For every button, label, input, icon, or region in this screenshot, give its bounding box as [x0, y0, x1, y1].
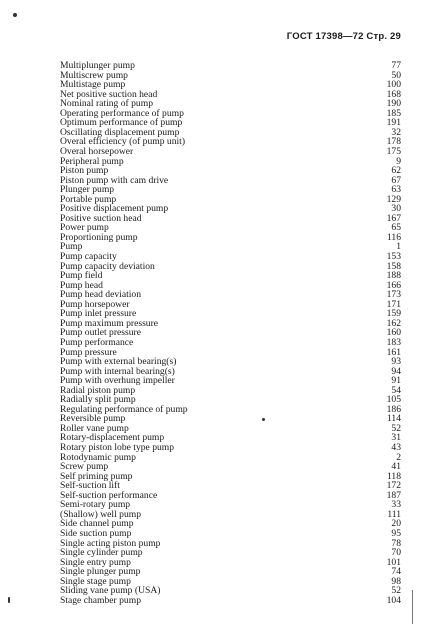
index-entry: [60, 157, 401, 167]
index-term: Oscillating displacement pump: [60, 126, 180, 138]
scan-speck: [8, 597, 10, 603]
index-page-number: 172: [386, 480, 401, 492]
index-term: Radial piston pump: [60, 384, 136, 396]
index-term: Plunger pump: [60, 184, 115, 196]
index-page-number: 54: [391, 384, 401, 396]
index-term: Pump horsepower: [60, 298, 130, 310]
index-page-number: 52: [391, 422, 401, 434]
index-page-number: 77: [391, 60, 401, 71]
index-term: (Shallow) well pump: [60, 508, 142, 520]
index-page-number: 63: [391, 184, 401, 196]
index-page-number: 78: [391, 537, 401, 549]
index-page-number: 95: [391, 527, 401, 539]
index-term: Self-suction performance: [60, 489, 158, 501]
index-page-number: 30: [391, 203, 401, 215]
index-page-number: 158: [386, 260, 401, 272]
index-term: Stage chamber pump: [60, 594, 141, 606]
index-term: Pump head: [60, 279, 103, 291]
index-page-number: 185: [386, 107, 401, 119]
page-header: ГОСТ 17398—72 Стр. 29: [286, 31, 401, 42]
index-page-number: 168: [386, 88, 401, 100]
index-term: Proportioning pump: [60, 231, 138, 243]
index-term: Side suction pump: [60, 527, 132, 539]
index-page-number: 94: [391, 365, 401, 377]
index-page-number: 101: [386, 556, 401, 568]
index-term: Single acting piston pump: [60, 537, 161, 549]
index-term: Pump pressure: [60, 346, 117, 358]
index-entry: [60, 262, 401, 272]
index-term: Rotary-displacement pump: [60, 432, 165, 444]
index-term: Sliding vane pump (USA): [60, 585, 161, 597]
index-page-number: 70: [391, 547, 401, 559]
index-term: Single cylinder pump: [60, 547, 143, 559]
index-page-number: 20: [391, 518, 401, 530]
index-term: Pump with overhung impeller: [60, 375, 175, 387]
index-term: Rotodynamic pump: [60, 451, 136, 463]
index-page-number: 67: [391, 174, 401, 186]
index-term: Multiscrew pump: [60, 69, 128, 81]
index-term: Pump field: [60, 270, 103, 282]
index-page-number: 111: [387, 508, 401, 520]
index-page-number: 105: [386, 394, 401, 406]
index-term: Pump with internal bearing(s): [60, 365, 175, 377]
index-page-number: 52: [391, 585, 401, 597]
index-term: Pump head deviation: [60, 289, 141, 301]
index-page-number: 187: [386, 489, 401, 501]
index-term: Piston pump with cam drive: [60, 174, 169, 186]
index-page-number: 98: [391, 575, 401, 587]
index-term: Pump outlet pressure: [60, 327, 142, 339]
index-entry: [60, 596, 401, 606]
index-term: Single entry pump: [60, 556, 131, 568]
index-term: Multiplunger pump: [60, 60, 135, 71]
index-term: Side channel pump: [60, 518, 134, 530]
index-page-number: 153: [386, 251, 401, 262]
index-entry: [60, 453, 401, 463]
index-page-number: 2: [396, 451, 401, 463]
scan-speck: [412, 590, 413, 624]
index-page-number: 62: [391, 165, 401, 177]
index-term: Roller vane pump: [60, 422, 129, 434]
index-entry: [60, 233, 401, 243]
index-page-number: 161: [386, 346, 401, 358]
index-term: Pump capacity deviation: [60, 260, 155, 272]
index-page-number: 175: [386, 145, 401, 157]
index-term: Peripheral pump: [60, 155, 124, 167]
index-term: Pump performance: [60, 336, 134, 348]
index-page-number: 1: [396, 241, 401, 253]
index-page-number: 162: [386, 317, 401, 329]
index-term: Radially split pump: [60, 394, 136, 406]
index-page-number: 33: [391, 499, 401, 511]
index-term: Self priming pump: [60, 470, 133, 482]
index-term: Pump inlet pressure: [60, 308, 137, 320]
index-page-number: 41: [391, 461, 401, 473]
index-term: Screw pump: [60, 461, 109, 473]
index-term: Semi-rotary pump: [60, 499, 131, 511]
index-page-number: 114: [386, 413, 401, 425]
index-term: Reversible pump: [60, 413, 126, 425]
index-term: Pump with external bearing(s): [60, 356, 177, 368]
index-page-number: 171: [386, 298, 401, 310]
index-term: Portable pump: [60, 193, 117, 205]
index-page-number: 116: [386, 231, 401, 243]
index-term: Single stage pump: [60, 575, 131, 587]
index-term: Positive displacement pump: [60, 203, 169, 215]
index-term: Piston pump: [60, 165, 109, 177]
index-entry: [60, 271, 401, 281]
index-page-number: 100: [386, 79, 401, 91]
index-page-number: 93: [391, 356, 401, 368]
index-page-number: 104: [386, 594, 401, 606]
index-term: Multistage pump: [60, 79, 126, 91]
index-term: Overal efficiency (of pump unit): [60, 136, 186, 148]
index-page-number: 190: [386, 98, 401, 110]
index-term: Operating performance of pump: [60, 107, 184, 119]
index-page-number: 31: [391, 432, 401, 444]
index-page-number: 118: [386, 470, 401, 482]
index-term: Pump maximum pressure: [60, 317, 159, 329]
index-term: Overal horsepower: [60, 145, 134, 157]
index-term: Net positive suction head: [60, 88, 158, 100]
index-term: Self-suction lift: [60, 480, 120, 492]
index-page-number: 186: [386, 403, 401, 415]
index-term: Positive suction head: [60, 212, 142, 224]
index-page-number: 50: [391, 69, 401, 81]
index-term: Rotary piston lobe type pump: [60, 442, 175, 453]
index-term: Nominal rating of pump: [60, 98, 153, 110]
index-page-number: 91: [391, 375, 401, 387]
index-term: Pump: [60, 241, 83, 253]
index-page-number: 166: [386, 279, 401, 291]
index-term: Pump capacity: [60, 251, 117, 262]
index-page-number: 43: [391, 442, 401, 453]
index-page-number: 191: [386, 117, 401, 129]
index-page-number: 74: [391, 566, 401, 578]
index-page-number: 160: [386, 327, 401, 339]
scan-speck: [262, 418, 265, 421]
index-page-number: 65: [391, 222, 401, 234]
index-page-number: 167: [386, 212, 401, 224]
index-page-number: 9: [396, 155, 401, 167]
index-page-number: 159: [386, 308, 401, 320]
index-page-number: 32: [391, 126, 401, 138]
index-term: Regulating performance of pump: [60, 403, 188, 415]
index-term: Optimum performance of pump: [60, 117, 183, 129]
index-term: Power pump: [60, 222, 109, 234]
index-page-number: 183: [386, 336, 401, 348]
index-page-number: 173: [386, 289, 401, 301]
index-entry: [60, 214, 401, 224]
index-term: Single plunger pump: [60, 566, 141, 578]
index-page-number: 129: [386, 193, 401, 205]
index-page-number: 178: [386, 136, 401, 148]
scan-speck: [13, 13, 17, 17]
index-page-number: 188: [386, 270, 401, 282]
